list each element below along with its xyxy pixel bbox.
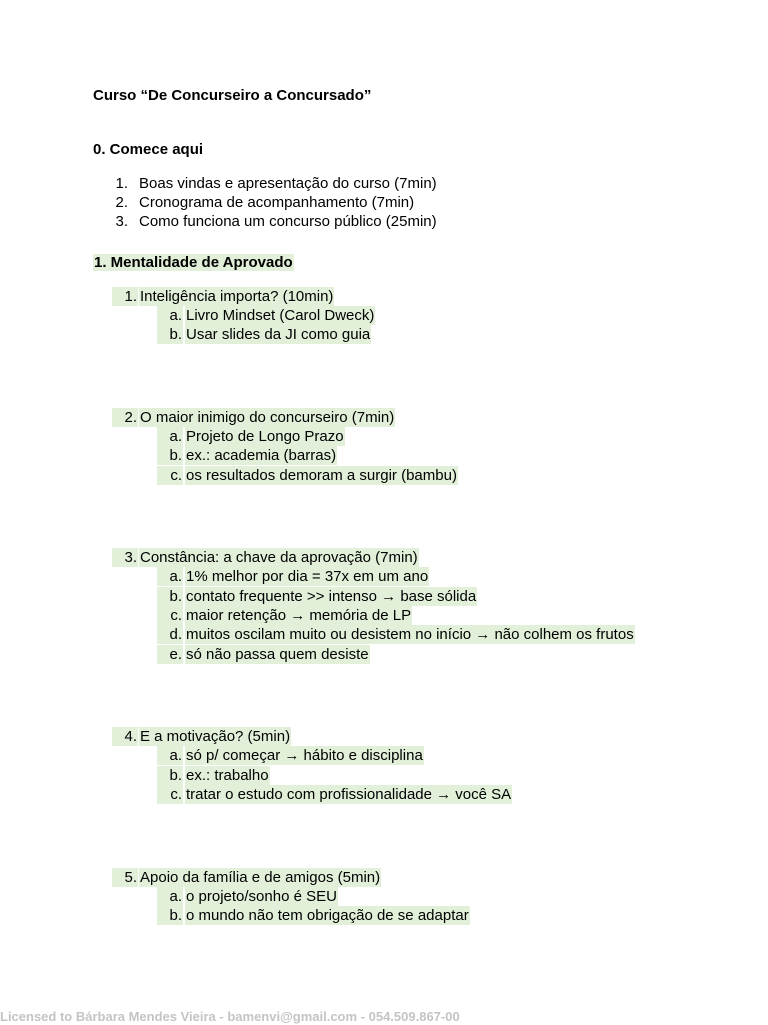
sub-list-letter: c. <box>157 785 183 804</box>
list-text: Como funciona um concurso público (25min) <box>139 213 437 230</box>
list-text: Cronograma de acompanhamento (7min) <box>139 194 415 211</box>
sub-list-text: muitos oscilam muito ou desistem no início → não colhem os frutos <box>186 626 634 643</box>
sub-list-letter: b. <box>157 325 183 344</box>
list-text: Apoio da família e de amigos (5min) <box>140 869 381 886</box>
sub-list-letter: a. <box>157 427 183 446</box>
list-number: 2. <box>112 408 138 427</box>
sub-list-letter: b. <box>157 446 183 465</box>
sub-list-text: contato frequente >> intenso → base sólida <box>186 588 477 605</box>
list-text: E a motivação? (5min) <box>140 728 291 745</box>
sub-list-letter: d. <box>157 625 183 644</box>
list-number: 2. <box>115 194 128 211</box>
list-text: Inteligência importa? (10min) <box>140 288 334 305</box>
sub-list-text: ex.: trabalho <box>186 767 269 784</box>
sub-list-text: Projeto de Longo Prazo <box>186 428 344 445</box>
sub-list-letter: a. <box>157 306 183 325</box>
document-title: Curso “De Concurseiro a Concursado” <box>93 87 372 104</box>
list-number: 1. <box>115 175 128 192</box>
sub-list-text: tratar o estudo com profissionalidade → você SA <box>186 786 512 803</box>
sub-list-letter: b. <box>157 766 183 785</box>
sub-list-letter: a. <box>157 746 183 765</box>
list-number: 4. <box>112 727 138 746</box>
sub-list-text: só p/ começar → hábito e disciplina <box>186 747 423 764</box>
sub-list-letter: c. <box>157 466 183 485</box>
sub-list-text: o projeto/sonho é SEU <box>186 888 337 905</box>
sub-list-text: ex.: academia (barras) <box>186 447 337 464</box>
section-heading-mentalidade <box>93 254 294 272</box>
sub-list-letter: a. <box>157 887 183 906</box>
list-number: 1. <box>112 287 138 306</box>
sub-list-letter: b. <box>157 906 183 925</box>
list-text: Constância: a chave da aprovação (7min) <box>140 549 418 566</box>
sub-list-text: os resultados demoram a surgir (bambu) <box>186 467 457 484</box>
section-heading-text: 1. Mentalidade de Aprovado <box>94 254 293 271</box>
list-number: 3. <box>112 548 138 567</box>
sub-list-letter: c. <box>157 606 183 625</box>
sub-list-letter: e. <box>157 645 183 664</box>
sub-list-text: Livro Mindset (Carol Dweck) <box>186 307 375 324</box>
list-text: Boas vindas e apresentação do curso (7min) <box>139 175 437 192</box>
sub-list-letter: a. <box>157 567 183 586</box>
sub-list-text: Usar slides da JI como guia <box>186 326 371 343</box>
list-text: O maior inimigo do concurseiro (7min) <box>140 409 395 426</box>
sub-list-text: o mundo não tem obrigação de se adaptar <box>186 907 469 924</box>
section-heading-comece-aqui: 0. Comece aqui <box>93 141 204 158</box>
sub-list-text: maior retenção → memória de LP <box>186 607 412 624</box>
list-number: 3. <box>115 213 128 230</box>
sub-list-letter: b. <box>157 587 183 606</box>
license-watermark-footer: Licensed to Bárbara Mendes Vieira - bamenvi@gmail.com - 054.509.867-00 <box>0 1009 460 1024</box>
list-number: 5. <box>112 868 138 887</box>
sub-list-text: só não passa quem desiste <box>186 646 369 663</box>
sub-list-text: 1% melhor por dia = 37x em um ano <box>186 568 429 585</box>
